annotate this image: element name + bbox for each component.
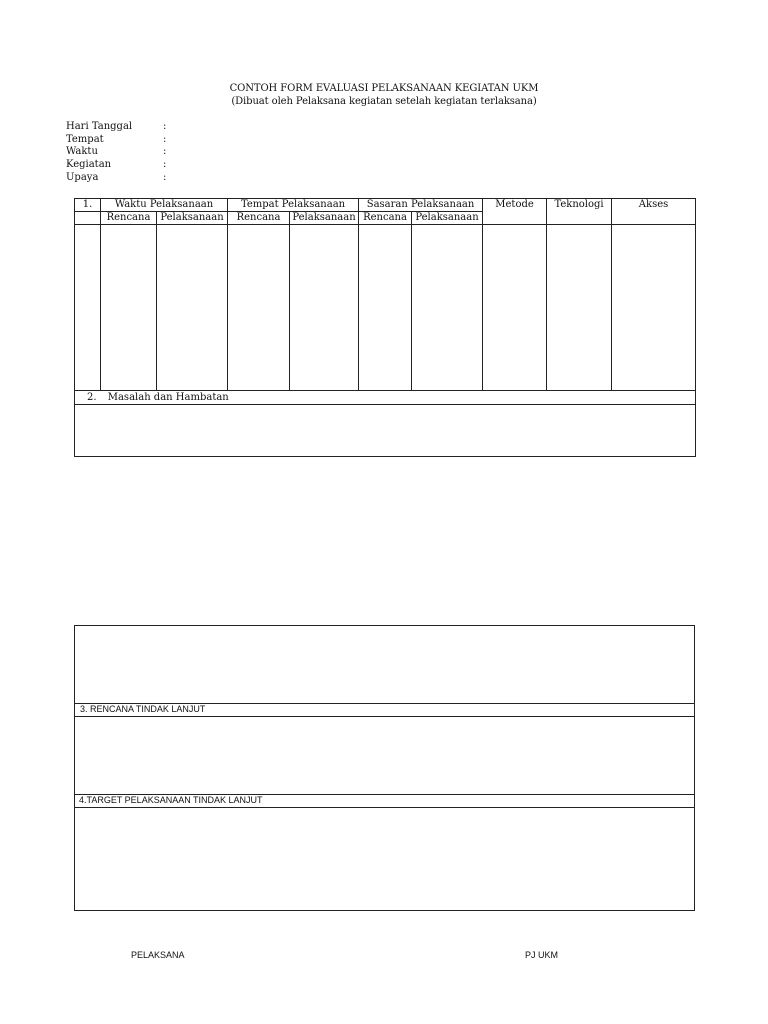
- info-label-upaya: Upaya: [66, 172, 99, 183]
- subheader-waktu-pelaksanaan: Pelaksanaan: [157, 212, 228, 225]
- table-cell[interactable]: [359, 225, 412, 391]
- form-title: CONTOH FORM EVALUASI PELAKSANAAN KEGIATAN UKM: [229, 83, 539, 94]
- info-label-kegiatan: Kegiatan: [66, 159, 112, 170]
- info-colon: :: [163, 146, 167, 157]
- subheader-tempat-pelaksanaan: Pelaksanaan: [290, 212, 359, 225]
- section-2-number: 2.: [87, 391, 97, 403]
- section-number: 1.: [75, 199, 101, 212]
- masalah-hambatan-area[interactable]: [75, 405, 696, 457]
- evaluation-table: [74, 198, 696, 457]
- info-colon: :: [163, 159, 167, 170]
- table-cell[interactable]: [547, 225, 612, 391]
- header-tempat-pelaksanaan: Tempat Pelaksanaan: [228, 199, 359, 212]
- subheader-sasaran-rencana: Rencana: [359, 212, 412, 225]
- subheader-tempat-rencana: Rencana: [228, 212, 290, 225]
- header-metode: Metode: [483, 199, 547, 225]
- table-cell[interactable]: [101, 225, 157, 391]
- header-teknologi: Teknologi: [547, 199, 612, 225]
- section-3-label: 3. RENCANA TINDAK LANJUT: [80, 704, 206, 714]
- header-sasaran-pelaksanaan: Sasaran Pelaksanaan: [359, 199, 483, 212]
- table-cell[interactable]: [157, 225, 228, 391]
- info-label-waktu: Waktu: [66, 146, 98, 157]
- section-2-label: Masalah dan Hambatan: [107, 391, 229, 403]
- table-row: [75, 225, 696, 391]
- table-cell[interactable]: [483, 225, 547, 391]
- header-waktu-pelaksanaan: Waktu Pelaksanaan: [101, 199, 228, 212]
- section-2-header: [75, 391, 696, 405]
- subheader-waktu-rencana: Rencana: [101, 212, 157, 225]
- info-label-tempat: Tempat: [66, 134, 104, 145]
- form-subtitle: (Dibuat oleh Pelaksana kegiatan setelah kegiatan terlaksana): [231, 96, 537, 107]
- info-colon: :: [163, 121, 167, 132]
- info-colon: :: [163, 134, 167, 145]
- header-akses: Akses: [612, 199, 696, 225]
- table-cell[interactable]: [290, 225, 359, 391]
- signature-pj-ukm: PJ UKM: [525, 950, 559, 960]
- section-4-label: 4.TARGET PELAKSANAAN TINDAK LANJUT: [79, 795, 263, 805]
- blank-cell: [75, 212, 101, 225]
- table-cell[interactable]: [612, 225, 696, 391]
- table-cell[interactable]: [412, 225, 483, 391]
- signature-pelaksana: PELAKSANA: [131, 950, 185, 960]
- subheader-sasaran-pelaksanaan: Pelaksanaan: [412, 212, 483, 225]
- table-cell[interactable]: [228, 225, 290, 391]
- follow-up-box: [74, 625, 695, 911]
- info-label-hari-tanggal: Hari Tanggal: [66, 121, 133, 132]
- info-colon: :: [163, 172, 167, 183]
- table-cell[interactable]: [75, 225, 101, 391]
